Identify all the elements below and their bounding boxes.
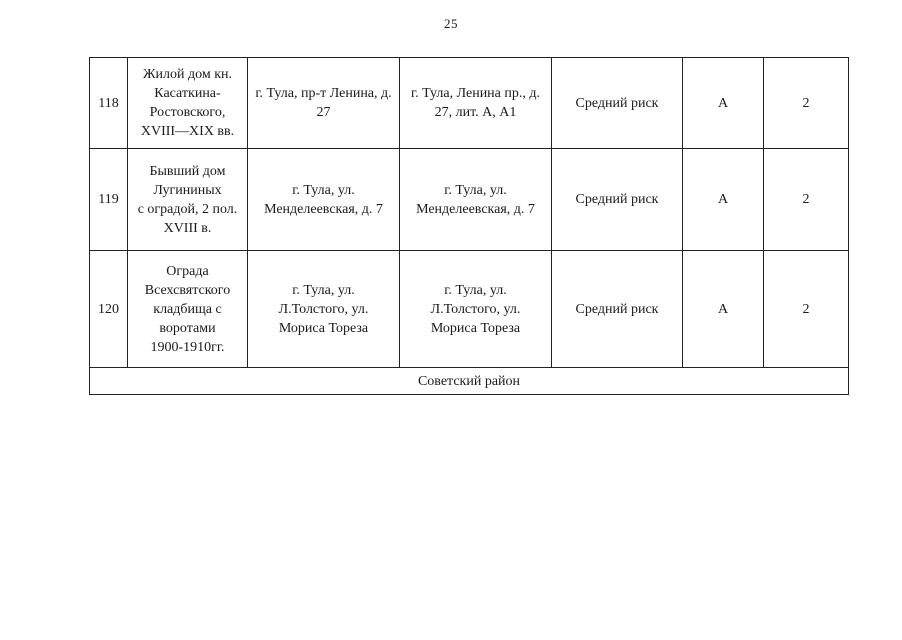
page-number: 25 [444,16,458,31]
address-registry-cell [400,58,552,149]
row-number-cell [90,149,128,251]
class-value: 2 [802,192,810,207]
category: А [717,95,729,111]
row-number: 120 [98,301,119,317]
address-registry: г. Тула, Ленина пр., д. 27, лит. А, А1 [410,86,541,120]
table-row [90,58,849,149]
address-registry: г. Тула, ул. Л.Толстого, ул. Мориса Тореза [430,282,521,336]
class-value: 2 [802,301,810,317]
risk-level: Средний риск [575,301,659,317]
row-number-cell [90,58,128,149]
object-name-cell [128,58,248,149]
risk-cell [552,149,683,251]
category-cell [683,58,764,149]
class-value: 2 [802,95,810,111]
row-number: 119 [98,192,119,207]
class-cell [764,149,849,251]
district-label: Советский район [417,373,521,389]
object-name: Ограда Всехсвятского кладбища с воротами 1900-1910гг. [144,263,231,355]
district-header-row [90,368,849,395]
address-registry-cell [400,149,552,251]
class-cell [764,58,849,149]
object-name-cell [128,251,248,368]
category-cell [683,149,764,251]
risk-level: Средний риск [575,95,659,111]
address-current: г. Тула, ул. Менделеевская, д. 7 [264,182,383,217]
class-cell [764,251,849,368]
table-row [90,251,849,368]
object-name-cell [128,149,248,251]
district-header-cell [90,368,849,395]
heritage-objects-table [89,57,849,395]
address-current: г. Тула, пр-т Ленина, д. 27 [255,86,392,120]
address-current: г. Тула, ул. Л.Толстого, ул. Мориса Тореза [278,282,369,336]
category: А [717,301,729,317]
address-current-cell [248,149,400,251]
address-current-cell [248,58,400,149]
object-name: Жилой дом кн. Касаткина- Ростовского, XVIII—XIX вв. [140,67,235,139]
risk-cell [552,58,683,149]
category-cell [683,251,764,368]
table-row [90,149,849,251]
address-registry: г. Тула, ул. Менделеевская, д. 7 [416,182,535,217]
object-name: Бывший дом Лугининых с оградой, 2 пол. XVIII в. [137,163,238,236]
risk-cell [552,251,683,368]
address-current-cell [248,251,400,368]
risk-level: Средний риск [575,192,659,207]
category: А [717,192,729,207]
row-number-cell [90,251,128,368]
address-registry-cell [400,251,552,368]
row-number: 118 [98,95,119,111]
